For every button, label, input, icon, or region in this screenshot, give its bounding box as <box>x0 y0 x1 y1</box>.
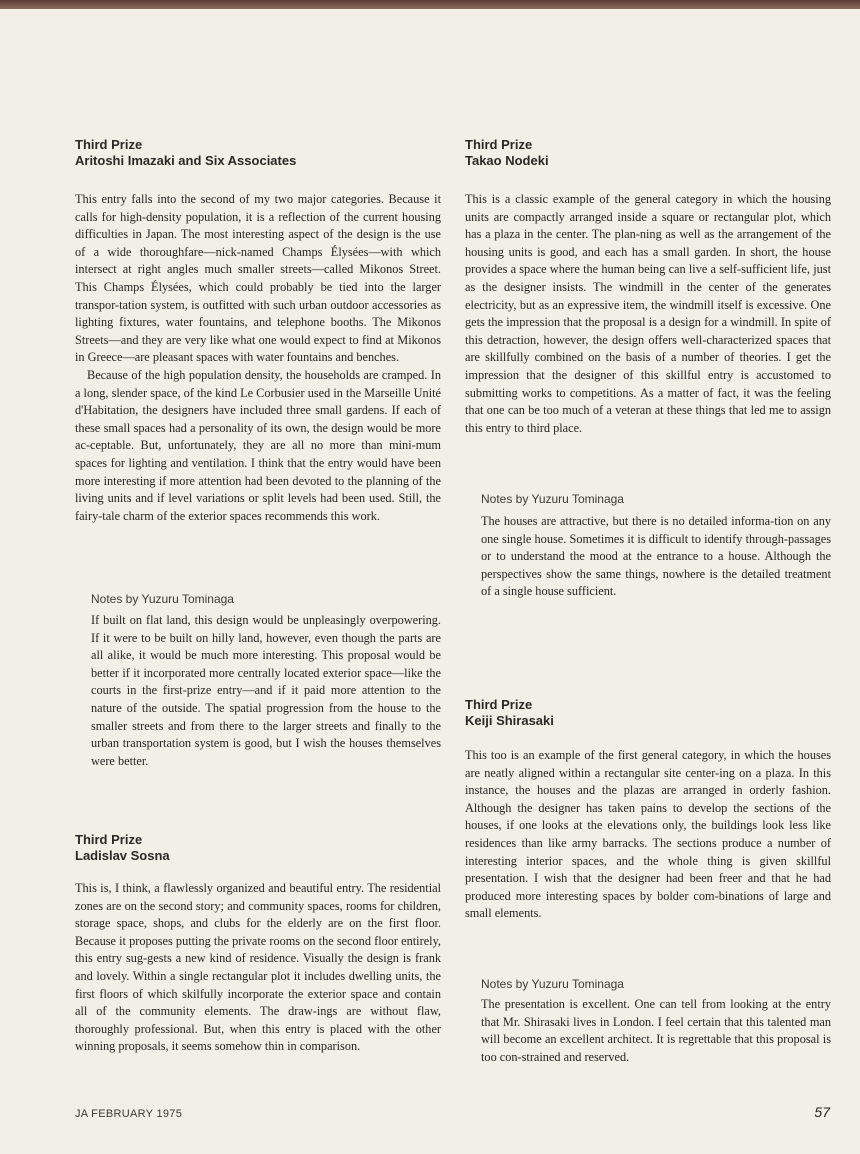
top-edge-band <box>0 0 860 9</box>
entry-heading-imazaki <box>75 137 296 169</box>
entry-heading-nodeki <box>465 137 549 169</box>
notes-text: The houses are attractive, but there is no detailed informa-tion on any one single house. Sometimes it is difficult to identify through-passages or to understand the mood at the entrance to a house. Although the perspectives show the same things, nowhere is the detailed treatment of a single house sufficient. <box>481 514 831 599</box>
author-name: Takao Nodeki <box>465 153 549 168</box>
entry-heading-shirasaki <box>465 697 554 729</box>
prize-label: Third Prize <box>465 137 533 152</box>
entry-heading-sosna <box>75 832 170 864</box>
paragraph: Because of the high population density, the households are cramped. In a long, slender space, of the kind Le Corbusier used in the Marseille Unité d'Habitation, the designers have included three small gardens. If each of these small spaces had a personality of its own, the design would be more ac-ceptable. But, unfortunately, they are all no more than mini-mum spaces for lighting and ventilation. I think that the entry would have been more interesting if more attention had been devoted to the planning of the living units and if level variations or split levels had been used. Still, the fairy-tale charm of the exterior spaces recommends this work. <box>75 367 441 523</box>
entry-text-imazaki <box>75 191 441 525</box>
notes-heading: Notes by Yuzuru Tominaga <box>481 977 624 991</box>
entry-text-nodeki: This is a classic example of the general category in which the housing units are compactly arranged inside a square or rectangular plot, which has a plaza in the center. The plan-ning as well as the arrangement of the housing units is good, and each has a small garden. In short, the house provides a space where the human being can live a self-sufficient life, just as the designer insists. The windmill in the center of the generates electricity, but as an expressive item, the windmill itself is excessive. One gets the impression that the proposal is a design for a windmill. In spite of this detraction, however, the design offers well-characterized spaces that are skillfully combined on the basis of a number of theories. I get the impression that the designer of this skillful entry is accustomed to submitting works to competitions. As a matter of fact, it was the feeling that one can be too much of a veteran at these things that led me to assign this entry to third place. <box>465 192 831 435</box>
prize-label: Third Prize <box>465 697 533 712</box>
paragraph: This entry falls into the second of my two major categories. Because it calls for high-density population, it is a reflection of the current housing difficulties in Japan. The most interesting aspect of the design is the use of a wide thoroughfare—nick-named Champs Élysées—with which intersect at right angles much smaller streets—called Mikonos Street. This Champs Élysées, which could probably be tied into the larger transpor-tation system, is outfitted with such urban outdoor accessories as lighting fixtures, water fountains, and telephone booths. The Mikonos Streets—and they are very like what one would expect to find at Mikonos in Greece—are pleasant spaces with water fountains and benches. <box>75 192 441 365</box>
notes-heading: Notes by Yuzuru Tominaga <box>481 492 624 506</box>
entry-text-sosna: This is, I think, a flawlessly organized and beautiful entry. The residential zones are on the second story; and community spaces, rooms for children, storage space, shops, and clubs for the elderly are on the first floor. Because it proposes putting the private rooms on the second floor entirely, this entry sug-gests a new kind of residence. Visually the design is frank and lovely. Within a single rectangular plot it includes dwelling units, the first floors of which skilfully incorporate the exterior space and contain all of the community elements. The draw-ings are without flaw, thoroughly professional. But, when this entry is placed with the other winning proposals, it seems somehow thin in comparison. <box>75 881 441 1054</box>
author-name: Aritoshi Imazaki and Six Associates <box>75 153 297 168</box>
prize-label: Third Prize <box>75 832 143 847</box>
author-name: Ladislav Sosna <box>75 848 170 863</box>
entry-text-shirasaki: This too is an example of the first general category, in which the houses are neatly aligned within a rectangular site center-ing on a plaza. In this instance, the houses and the plazas are arranged in orderly fashion. Although the designer has taken pains to develop the sections of the houses, if one looks at the elevations only, the buildings look less like residences than like army barracks. The sections produce a number of interesting interior spaces, and the whole thing is given skillful presentation. I wish that the designer had been freer and that he had produced more interesting spaces by bolder com-binations of large and small elements. <box>465 748 831 921</box>
notes-heading: Notes by Yuzuru Tominaga <box>91 592 234 606</box>
author-name: Keiji Shirasaki <box>465 713 554 728</box>
journal-footer: JA FEBRUARY 1975 <box>75 1108 183 1120</box>
prize-label: Third Prize <box>75 137 143 152</box>
page-number: 57 <box>814 1104 830 1120</box>
notes-text: If built on flat land, this design would be unpleasingly overpowering. If it were to be built on hilly land, however, even though the parts are all alike, it would be much more interesting. This proposal would be better if it incorporated more centrally located exterior space—like the courts in the first-prize entry—and if it paid more attention to the nature of the outside. The spatial progression from the house to the smaller streets and from there to the larger streets and finally to the urban transportation system is good, but I wish the houses themselves were better. <box>91 613 441 768</box>
notes-text: The presentation is excellent. One can tell from looking at the entry that Mr. Shirasaki lives in London. I feel certain that this talented man will become an excellent architect. It is regrettable that this proposal is too con-strained and reserved. <box>481 997 831 1064</box>
